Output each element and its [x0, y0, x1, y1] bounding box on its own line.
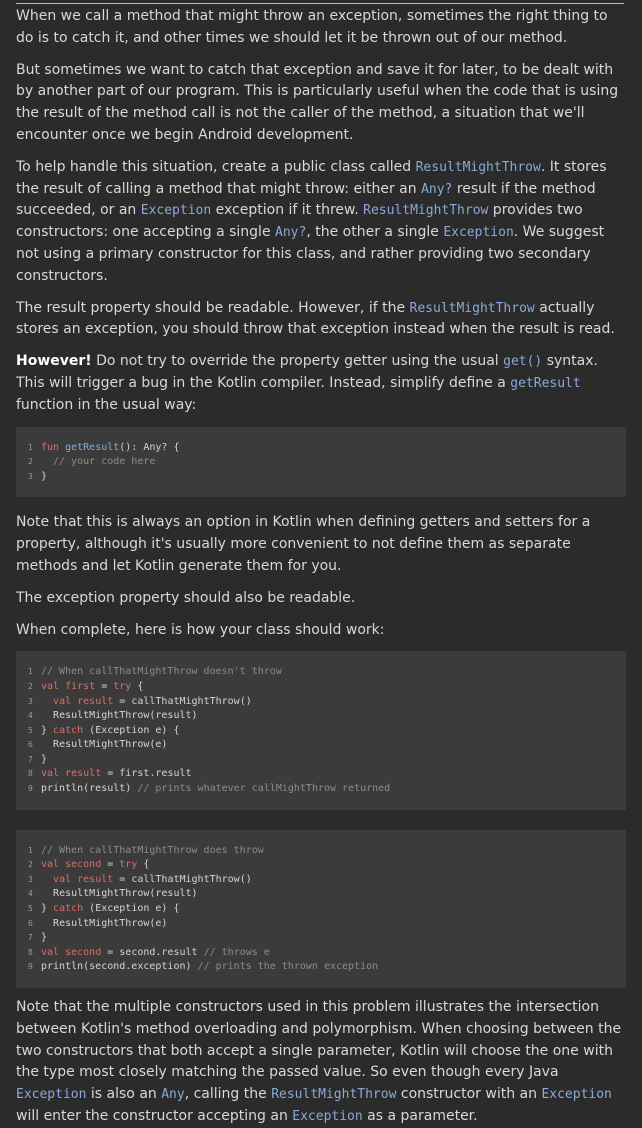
text-span: function in the usual way: — [16, 396, 197, 413]
code-keyword: val — [41, 946, 60, 958]
code-keyword: fun — [41, 441, 60, 453]
text-span: To help handle this situation, create a public class called — [16, 158, 416, 175]
code-text: } — [41, 903, 54, 915]
top-divider — [16, 3, 624, 4]
code-variable: result — [77, 873, 114, 885]
code-text: println(result) — [41, 783, 132, 795]
inline-code: Any? — [421, 181, 453, 197]
code-text: ResultMightThrow(e) — [53, 917, 168, 929]
inline-code: Any? — [275, 225, 307, 241]
line-number: 1 — [28, 667, 33, 677]
code-keyword: val — [53, 695, 72, 707]
code-text: ResultMightThrow(e) — [53, 739, 168, 751]
code-keyword: try — [113, 680, 132, 692]
text-span: , the other a single — [306, 224, 444, 241]
line-number: 6 — [28, 740, 33, 750]
code-text: callThatMightThrow() — [131, 695, 252, 707]
code-variable: second — [65, 946, 102, 958]
document-content — [16, 6, 626, 1128]
code-comment: // prints whatever callMightThrow returned — [137, 783, 391, 795]
code-comment: // your code here — [53, 456, 156, 468]
inline-code: Any — [161, 1087, 185, 1103]
paragraph-overloading-note — [16, 997, 626, 1128]
warning-label: However! — [16, 353, 92, 370]
text-span: The result property should be readable. However, if the — [16, 299, 410, 316]
line-number: 2 — [28, 457, 33, 467]
line-number: 9 — [28, 784, 33, 794]
inline-code: getResult — [510, 375, 581, 391]
code-text: } — [41, 932, 48, 944]
line-number: 3 — [28, 471, 33, 481]
line-number: 5 — [28, 904, 33, 914]
text-span: provides two constructors: one accepting a single — [16, 202, 583, 241]
text-span: . We suggest not using a primary constructor for this class, and rather providing two secondary constructors. — [16, 224, 605, 284]
code-text: } — [41, 724, 54, 736]
code-text: (Exception e) { — [83, 724, 180, 736]
line-number: 8 — [28, 769, 33, 779]
code-text: = — [113, 873, 132, 885]
code-block-throw — [16, 830, 626, 988]
inline-code: get() — [503, 354, 543, 370]
code-keyword: val — [41, 680, 60, 692]
paragraph-kotlin-note: Note that this is always an option in Kotlin when defining getters and setters for a property, although it's usually more convenient to not define them as separate methods and let Kotlin generate them for you. — [16, 514, 591, 574]
line-number: 2 — [28, 681, 33, 691]
line-number: 3 — [28, 874, 33, 884]
code-comment: // prints the thrown exception — [197, 961, 379, 973]
text-span: Note that the multiple constructors used in this problem illustrates the intersection between Kotlin's method overloading and polymorphism. When choosing between the two constructors that both accept a single parameter, Kotlin will choose the one with the type most closely matching the passed value. So even though every Java — [16, 999, 622, 1081]
line-number: 2 — [28, 860, 33, 870]
code-keyword: val — [53, 873, 72, 885]
paragraph-save-exception: But sometimes we want to catch that exception and save it for later, to be dealt with by another part of our program. This is particularly useful when the code that is using the result of the method call is not the caller of the method, a situation that we'll encounter once we begin Android development. — [16, 61, 619, 143]
code-keyword: catch — [53, 724, 84, 736]
code-text: = — [101, 946, 120, 958]
code-comment: // throws e — [203, 946, 270, 958]
inline-code: Exception — [443, 225, 514, 241]
line-number: 1 — [28, 845, 33, 855]
text-span: exception if it threw. — [211, 202, 364, 219]
code-text: first.result — [119, 768, 192, 780]
text-span: constructor with an — [396, 1086, 542, 1103]
code-variable: result — [77, 695, 114, 707]
code-keyword: val — [41, 768, 60, 780]
code-variable: result — [65, 768, 102, 780]
code-text: println(second.exception) — [41, 961, 192, 973]
text-span: Do not try to override the property getter using the usual — [91, 353, 504, 370]
text-span: result if the method succeeded, or an — [16, 180, 596, 219]
code-text: { — [137, 859, 150, 871]
text-span: . It stores the result of calling a method that might throw: either an — [16, 158, 607, 197]
code-text: = — [95, 680, 114, 692]
text-span: actually stores an exception, you should throw that exception instead when the result is read. — [16, 299, 615, 338]
inline-code: ResultMightThrow — [415, 159, 541, 175]
paragraph-usage-intro: When complete, here is how your class should work: — [16, 621, 385, 638]
line-number: 7 — [28, 933, 33, 943]
code-variable: second — [65, 859, 102, 871]
line-number: 9 — [28, 962, 33, 972]
text-span: is also an — [86, 1086, 162, 1103]
code-text: second.result — [119, 946, 198, 958]
code-variable: first — [65, 680, 96, 692]
code-keyword: try — [119, 859, 138, 871]
code-text: callThatMightThrow() — [131, 873, 252, 885]
code-text: ResultMightThrow(result) — [53, 888, 198, 900]
text-span: as a parameter. — [362, 1107, 478, 1124]
inline-code: ResultMightThrow — [409, 300, 535, 316]
code-text: } — [41, 470, 48, 482]
paragraph-result-property — [16, 298, 626, 342]
text-span: will enter the constructor accepting an — [16, 1107, 293, 1124]
paragraph-class-spec — [16, 157, 626, 288]
text-span: , calling the — [184, 1086, 272, 1103]
code-text: (): Any? { — [119, 441, 180, 453]
code-keyword: val — [41, 859, 60, 871]
code-comment: // When callThatMightThrow does throw — [41, 844, 264, 856]
inline-code: ResultMightThrow — [271, 1087, 397, 1103]
code-keyword: catch — [53, 903, 84, 915]
inline-code: Exception — [292, 1108, 363, 1124]
code-text: = — [101, 768, 120, 780]
line-number: 3 — [28, 696, 33, 706]
code-text: { — [131, 680, 144, 692]
code-block-no-throw — [16, 651, 626, 809]
line-number: 8 — [28, 947, 33, 957]
paragraph-warning — [16, 351, 626, 416]
inline-code: Exception — [16, 1087, 87, 1103]
line-number: 5 — [28, 725, 33, 735]
code-text: = — [101, 859, 120, 871]
code-text: = — [113, 695, 132, 707]
line-number: 4 — [28, 711, 33, 721]
paragraph-intro: When we call a method that might throw an exception, sometimes the right thing to do is to catch it, and other times we should let it be thrown out of our method. — [16, 8, 608, 46]
inline-code: ResultMightThrow — [363, 203, 489, 219]
text-span: syntax. This will trigger a bug in the Kotlin compiler. Instead, simplify define a — [16, 353, 598, 391]
inline-code: Exception — [541, 1087, 612, 1103]
code-text: } — [41, 753, 48, 765]
paragraph-exception-property: The exception property should also be readable. — [16, 589, 356, 606]
code-function: getResult — [65, 441, 120, 453]
code-block-getresult — [16, 427, 626, 498]
line-number: 7 — [28, 754, 33, 764]
line-number: 6 — [28, 918, 33, 928]
code-text: (Exception e) { — [83, 903, 180, 915]
line-number: 4 — [28, 889, 33, 899]
inline-code: Exception — [140, 203, 212, 219]
code-text: ResultMightThrow(result) — [53, 710, 198, 722]
code-comment: // When callThatMightThrow doesn't throw — [41, 666, 282, 678]
line-number: 1 — [28, 442, 33, 452]
